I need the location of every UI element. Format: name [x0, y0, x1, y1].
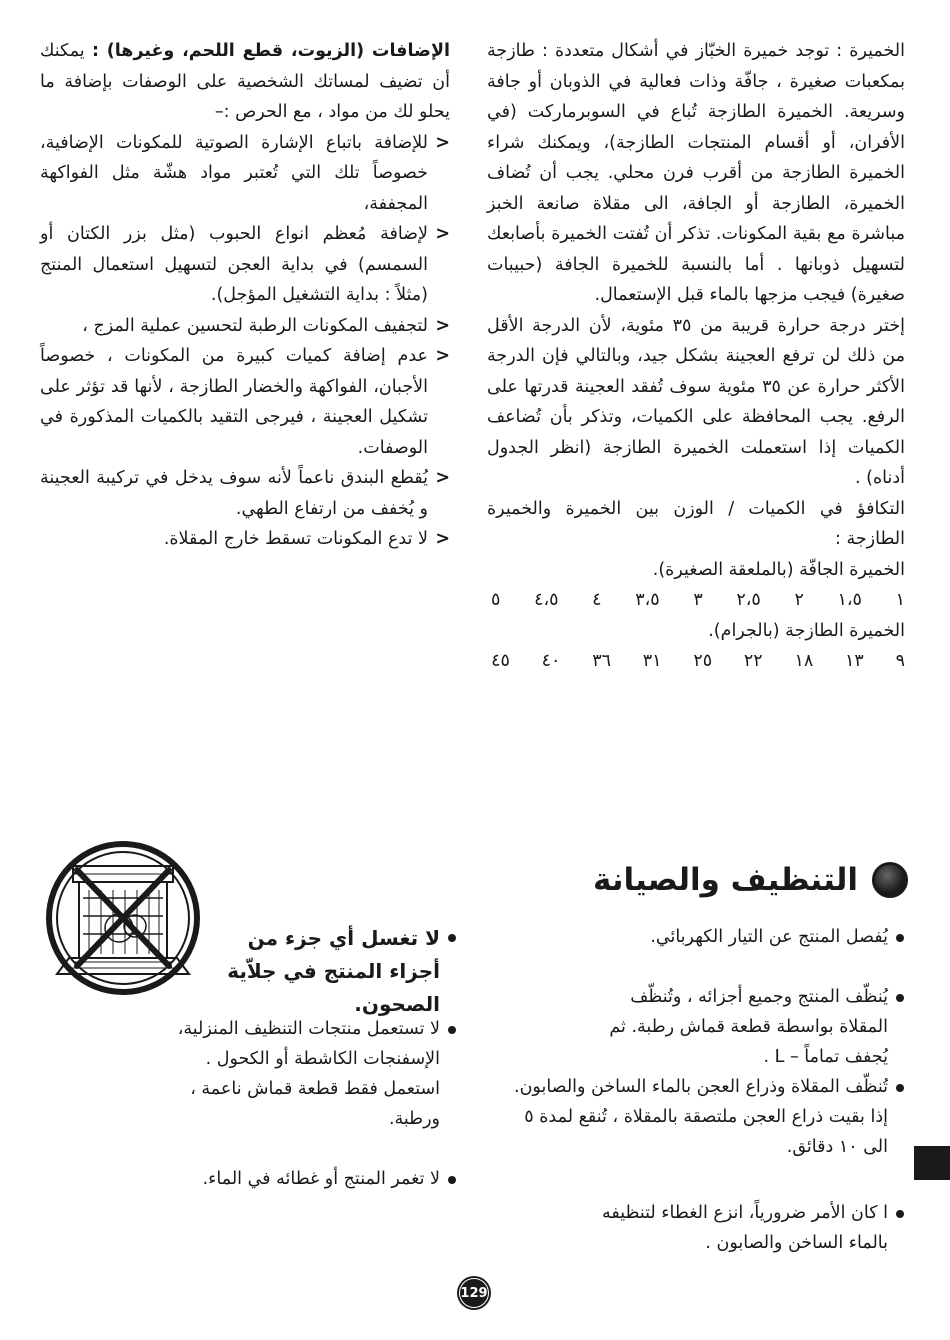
fresh-value: ٢٢: [743, 651, 763, 671]
list-item: ا كان الأمر ضرورياً، انزع الغطاء لتنظيفه بالماء الساخن والصابون .: [488, 1198, 906, 1258]
fresh-value: ٩: [895, 651, 905, 671]
list-item: < للإضافة باتباع الإشارة الصوتية للمكونات الإضافية، خصوصاً تلك التي تُعتبر مواد هشّة مثل الفواكهة المجففة،: [40, 128, 450, 220]
fresh-yeast-label: الخميرة الطازجة (بالجرام).: [708, 620, 905, 641]
dry-yeast-label: الخميرة الجافّة (بالملعقة الصغيرة).: [652, 559, 905, 580]
fresh-value: ١٨: [794, 651, 814, 671]
list-item: يُفصل المنتج عن التيار الكهربائي.: [488, 922, 906, 952]
fresh-yeast-values: [487, 646, 905, 677]
list-item: يُنظّف المنتج وجميع أجزائه ، وتُنظّف المقلاة بواسطة قطعة قماش رطبة. ثم يُجفف تماماً – L .: [488, 982, 906, 1072]
cleaning-section-title: [540, 862, 908, 898]
list-item: < عدم إضافة كميات كبيرة من المكونات ، خصوصاً الأجبان، الفواكهة والخضار الطازجة ، لأنها قد تؤثر على تشكيل العجينة ، فيرجى التقيد بالكميات المذكورة في الوصفات.: [40, 341, 450, 463]
arrow-bullet-icon: <: [435, 529, 450, 549]
list-item: < يُقطع البندق ناعماً لأنه سوف يدخل في تركيبة العجينة و يُخفف من ارتفاع الطهي.: [40, 463, 450, 524]
dry-value: ٤: [592, 590, 602, 610]
yeast-column: [487, 36, 905, 677]
round-bullet-icon: [872, 862, 908, 898]
list-item: لا تغمر المنتج أو غطائه في الماء.: [148, 1164, 458, 1194]
side-tab-marker: [914, 1146, 950, 1180]
cleaning-steps: [488, 922, 906, 1258]
arrow-bullet-icon: <: [435, 468, 450, 488]
equivalence-intro: التكافؤ في الكميات / الوزن بين الخميرة والخميرة الطازجة :: [487, 498, 905, 549]
dishwasher-warning: [210, 922, 458, 1021]
no-dishwasher-icon: [43, 838, 203, 998]
additions-column: [40, 36, 450, 555]
arrow-bullet-icon: <: [435, 315, 450, 336]
dry-value: ١،٥: [837, 590, 862, 610]
dry-value: ٤،٥: [534, 590, 559, 610]
list-item: < لا تدع المكونات تسقط خارج المقلاة.: [40, 524, 450, 555]
list-item: < لتجفيف المكونات الرطبة لتحسين عملية المزج ،: [40, 311, 450, 342]
yeast-paragraph: الخميرة : توجد خميرة الخبّاز في أشكال متعددة : طازجة بمكعبات صغيرة ، جافّة وذات فعالية في الذوبان أو جافة وسريعة. الخميرة الطازجة تُباع في السوبرماركت (في الأفران، أو أقسام المنتجات الطازجة)، ويمكنك شراء الخميرة الطازجة من أقرب فرن محلي. يجب أن تُضاف الخميرة، الطازجة أو الجافة، الى مقلاة صانعة الخبز مباشرة مع بقية المكونات. تذكر أن تُفتت الخميرة بأصابعك لتسهيل ذوبانها . أما بالنسبة للخميرة الجافة (حبيبات صغيرة) فيجب مزجها بالماء قبل الإستعمال.: [487, 41, 905, 305]
fresh-value: ٤٥: [491, 651, 510, 671]
dry-value: ٥: [491, 590, 501, 610]
fresh-value: ٣٦: [592, 651, 612, 671]
fresh-value: ٢٥: [693, 651, 713, 671]
list-item: تُنظّف المقلاة وذراع العجن بالماء الساخن والصابون. إذا بقيت ذراع العجن ملتصقة بالمقلاة ، تُنقع لمدة ٥ الى ١٠ دقائق.: [488, 1072, 906, 1162]
arrow-bullet-icon: <: [435, 346, 450, 366]
fresh-value: ٤٠: [541, 651, 561, 671]
list-item: لا تستعمل منتجات التنظيف المنزلية، الإسفنجات الكاشطة أو الكحول . استعمل فقط قطعة قماش ناعمة ، ورطبة.: [148, 1014, 458, 1134]
temperature-paragraph: إختر درجة حرارة قريبة من ٣٥ مئوية، لأن الدرجة الأقل من ذلك لن ترفع العجينة بشكل جيد، وبالتالي فإن الدرجة الأكثر حرارة عن ٣٥ مئوية سوف تُفقد العجينة قدرتها على الرفع. يجب المحافظة على الكميات، وتذكر بأن تُضاعف الكميات إذا استعملت الخميرة الطازجة (انظر الجدول أدناه) .: [487, 315, 905, 488]
cleaning-warnings: [148, 1014, 458, 1194]
arrow-bullet-icon: <: [435, 224, 450, 244]
dry-value: ٣،٥: [635, 590, 660, 610]
dry-yeast-values: [487, 585, 905, 616]
page-number-ring: [459, 1278, 489, 1308]
additions-title: الإضافات (الزيوت، قطع اللحم، وغيرها) :: [91, 41, 450, 61]
fresh-value: ٣١: [642, 651, 662, 671]
additions-list: [40, 128, 450, 555]
fresh-value: ١٣: [845, 651, 864, 671]
arrow-bullet-icon: <: [435, 132, 450, 153]
additions-intro-paragraph: [40, 36, 450, 128]
dry-value: ٢،٥: [736, 590, 761, 610]
dry-value: ٢: [794, 590, 804, 610]
page-number-text: 129: [460, 1285, 488, 1301]
dry-value: ٣: [693, 590, 703, 610]
dry-value: ١: [895, 590, 905, 610]
additions-intro: يمكنك أن تضيف لمساتك الشخصية على الوصفات بإضافة ما يحلو لك من مواد ، مع الحرص :–: [40, 41, 450, 122]
cleaning-title-text: التنظيف والصيانة: [593, 862, 858, 898]
list-item: < لإضافة مُعظم انواع الحبوب (مثل بزر الكتان أو السمسم) في بداية العجن لتسهيل استعمال المنتج (مثلاً : بداية التشغيل المؤجل).: [40, 219, 450, 311]
page-number: [457, 1276, 491, 1310]
dishwasher-warning-text: لا تغسل أي جزء من أجزاء المنتج في جلاّية الصحون.: [210, 922, 458, 1021]
